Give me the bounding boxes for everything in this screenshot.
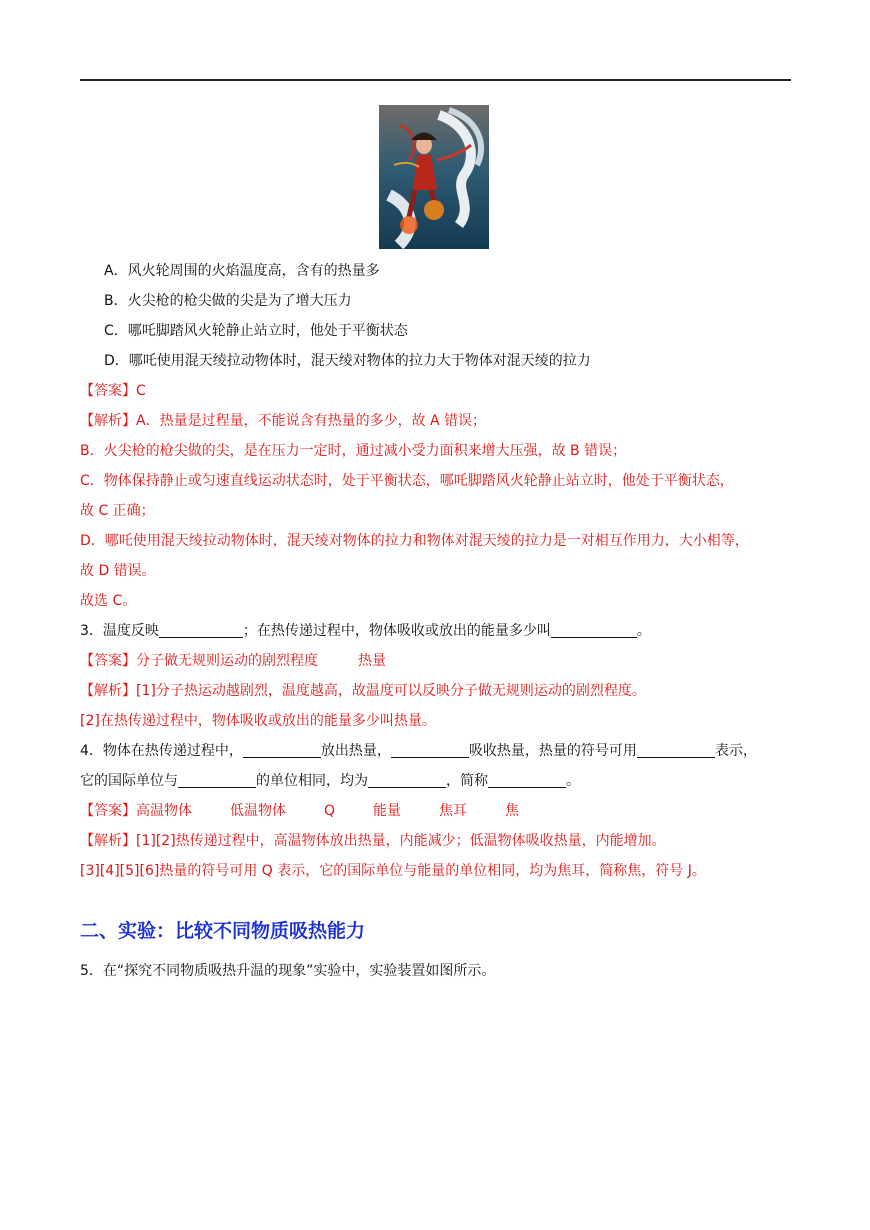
q3-question [80,621,651,641]
q4-text-5: 它的国际单位与 [80,773,178,789]
analysis-text: A．热量是过程量，不能说含有热量的多少，故 A 错误； [136,413,487,429]
q3-analysis-2: [2]在热传递过程中，物体吸收或放出的能量多少叫热量。 [80,713,436,729]
q4-answer-2: 低温物体 [230,803,286,819]
q3-text-2: ；在热传递过程中，物体吸收或放出的能量多少叫 [242,623,551,639]
q4-answer-3: Q [324,803,336,819]
q4-text-4: 表示， [714,743,757,759]
q2-analysis-4: 故 C 正确； [80,503,155,519]
q3-answer [80,651,386,671]
q2-answer: 【答案】C [80,383,146,399]
q4-answer [80,801,519,821]
q3-text-1: 3．温度反映 [80,623,159,639]
q2-analysis-5: D．哪吒使用混天绫拉动物体时，混天绫对物体的拉力和物体对混天绫的拉力是一对相互作用力，大小相等， [80,533,749,549]
q3-blank-1[interactable] [159,621,243,638]
option-b: B．火尖枪的枪尖做的尖是为了增大压力 [104,293,352,309]
q3-analysis-1: 【解析】[1]分子热运动越剧烈，温度越高，故温度可以反映分子做无规则运动的剧烈程度。 [80,683,646,699]
q3-answer-2: 热量 [358,653,386,669]
analysis-label: 【解析】 [80,413,136,429]
q4-answer-6: 焦 [505,803,520,819]
q4-text-2: 放出热量， [320,743,391,759]
q3-blank-2[interactable] [551,621,637,638]
q2-analysis-1 [80,411,486,431]
q2-analysis-6: 故 D 错误。 [80,563,156,579]
q4-blank-1[interactable] [243,741,321,758]
option-d: D．哪吒使用混天绫拉动物体时，混天绫对物体的拉力大于物体对混天绫的拉力 [104,353,591,369]
q4-answer-4: 能量 [373,803,402,819]
answer-label: 【答案】 [80,653,136,669]
q4-text-3: 吸收热量，热量的符号可用 [468,743,637,759]
q2-analysis-3: C．物体保持静止或匀速直线运动状态时，处于平衡状态，哪吒脚踏风火轮静止站立时，他处于平衡状态， [80,473,734,489]
q4-blank-4[interactable] [178,771,256,788]
option-a: A．风火轮周围的火焰温度高，含有的热量多 [104,263,380,279]
q4-text-8: 。 [566,773,580,789]
q4-blank-2[interactable] [391,741,469,758]
q3-answer-1: 分子做无规则运动的剧烈程度 [136,653,318,669]
header-rule [80,79,791,81]
q4-question-line-1 [80,741,757,761]
q4-analysis-2: [3][4][5][6]热量的符号可用 Q 表示，它的国际单位与能量的单位相同，均为焦耳，简称焦，符号 J。 [80,863,706,879]
q5-question: 5．在“探究不同物质吸热升温的现象”实验中，实验装置如图所示。 [80,963,496,979]
q4-text-7: ，简称 [446,773,488,789]
q4-analysis-1: 【解析】[1][2]热传递过程中，高温物体放出热量，内能减少；低温物体吸收热量，内能增加。 [80,833,666,849]
q4-answer-1: 高温物体 [136,803,192,819]
q2-conclusion: 故选 C。 [80,593,137,609]
nezha-illustration [379,105,489,249]
q4-blank-3[interactable] [637,741,715,758]
q2-analysis-2: B．火尖枪的枪尖做的尖，是在压力一定时，通过减小受力面积来增大压强，故 B 错误； [80,443,627,459]
q4-text-1: 4．物体在热传递过程中， [80,743,243,759]
q4-text-6: 的单位相同，均为 [256,773,368,789]
section-heading: 二、实验：比较不同物质吸热能力 [80,920,366,942]
q4-answer-5: 焦耳 [439,803,468,819]
q4-blank-6[interactable] [488,771,566,788]
q3-text-3: 。 [636,623,651,639]
option-c: C．哪吒脚踏风火轮静止站立时，他处于平衡状态 [104,323,408,339]
answer-label: 【答案】 [80,803,136,819]
q4-blank-5[interactable] [368,771,446,788]
q4-question-line-2 [80,771,580,791]
